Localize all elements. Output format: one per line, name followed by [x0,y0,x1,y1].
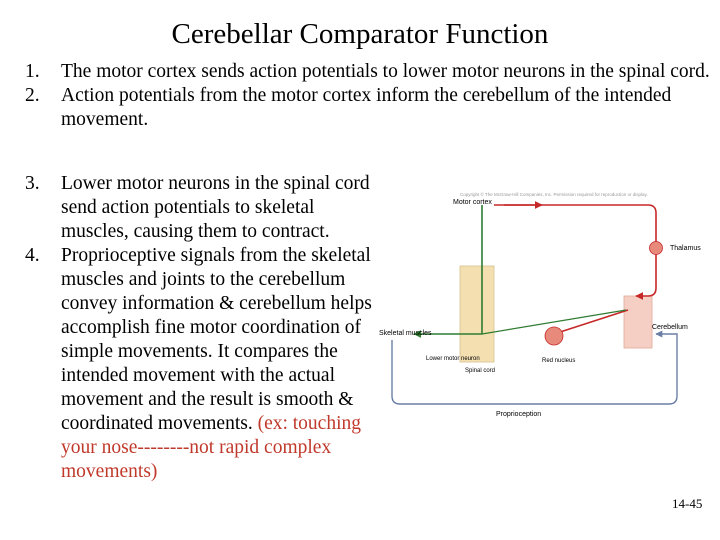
cerebellar-pathway-diagram [374,184,714,424]
red-nucleus-label: Red nucleus [542,358,576,364]
motor-cortex-label: Motor cortex [453,199,492,206]
page-number: 14-45 [672,496,703,511]
thalamus-node [650,242,663,255]
spinal-cord-label: Spinal cord [465,368,496,374]
example-note: (ex: touching your nose--------not rapid complex movements) [61,413,362,482]
pathway-svg [374,184,714,424]
item-number: 1. [25,61,40,82]
copyright-notice: Copyright © The McGraw-Hill Companies, Inc. Permission required for reproduction or display. [460,192,648,197]
item-text: The motor cortex sends action potentials to lower motor neurons in the spinal cord. [61,61,710,82]
list-item [25,60,711,84]
item-number: 3. [25,173,40,194]
list-item [25,244,373,484]
item-number: 2. [25,85,40,106]
cerebellum-to-red-nucleus-line [554,310,628,334]
spinal-cord-shape [460,266,494,362]
list-item [25,84,711,132]
item-text: Proprioceptive signals from the skeletal muscles and joints to the cerebellum convey information & cerebellum helps accomplish fine motor coordination of simple movements. It compares the intended movement with the actual movement and the result is smooth & coordinated movements. [61,245,372,434]
item-text: Action potentials from the motor cortex inform the cerebellum of the intended movement. [61,85,672,130]
red-nucleus-node [545,327,563,345]
cortex-thalamus-loop [504,205,656,248]
point-list-left [25,172,373,484]
point-list-top [25,60,711,132]
lower-motor-neuron-label: Lower motor neuron [426,356,480,362]
cerebellum-label: Cerebellum [652,324,688,331]
proprioception-label: Proprioception [496,411,542,418]
slide-title: Cerebellar Comparator Function [171,18,549,50]
item-number: 4. [25,245,40,266]
cerebellum-shape [624,296,652,348]
thalamus-label: Thalamus [670,245,701,252]
item-text: Lower motor neurons in the spinal cord send action potentials to skeletal muscles, causing them to contract. [61,173,370,242]
thalamus-cerebellum-line [636,248,656,296]
skeletal-muscles-label: Skeletal muscles [379,330,432,337]
list-item [25,172,373,244]
